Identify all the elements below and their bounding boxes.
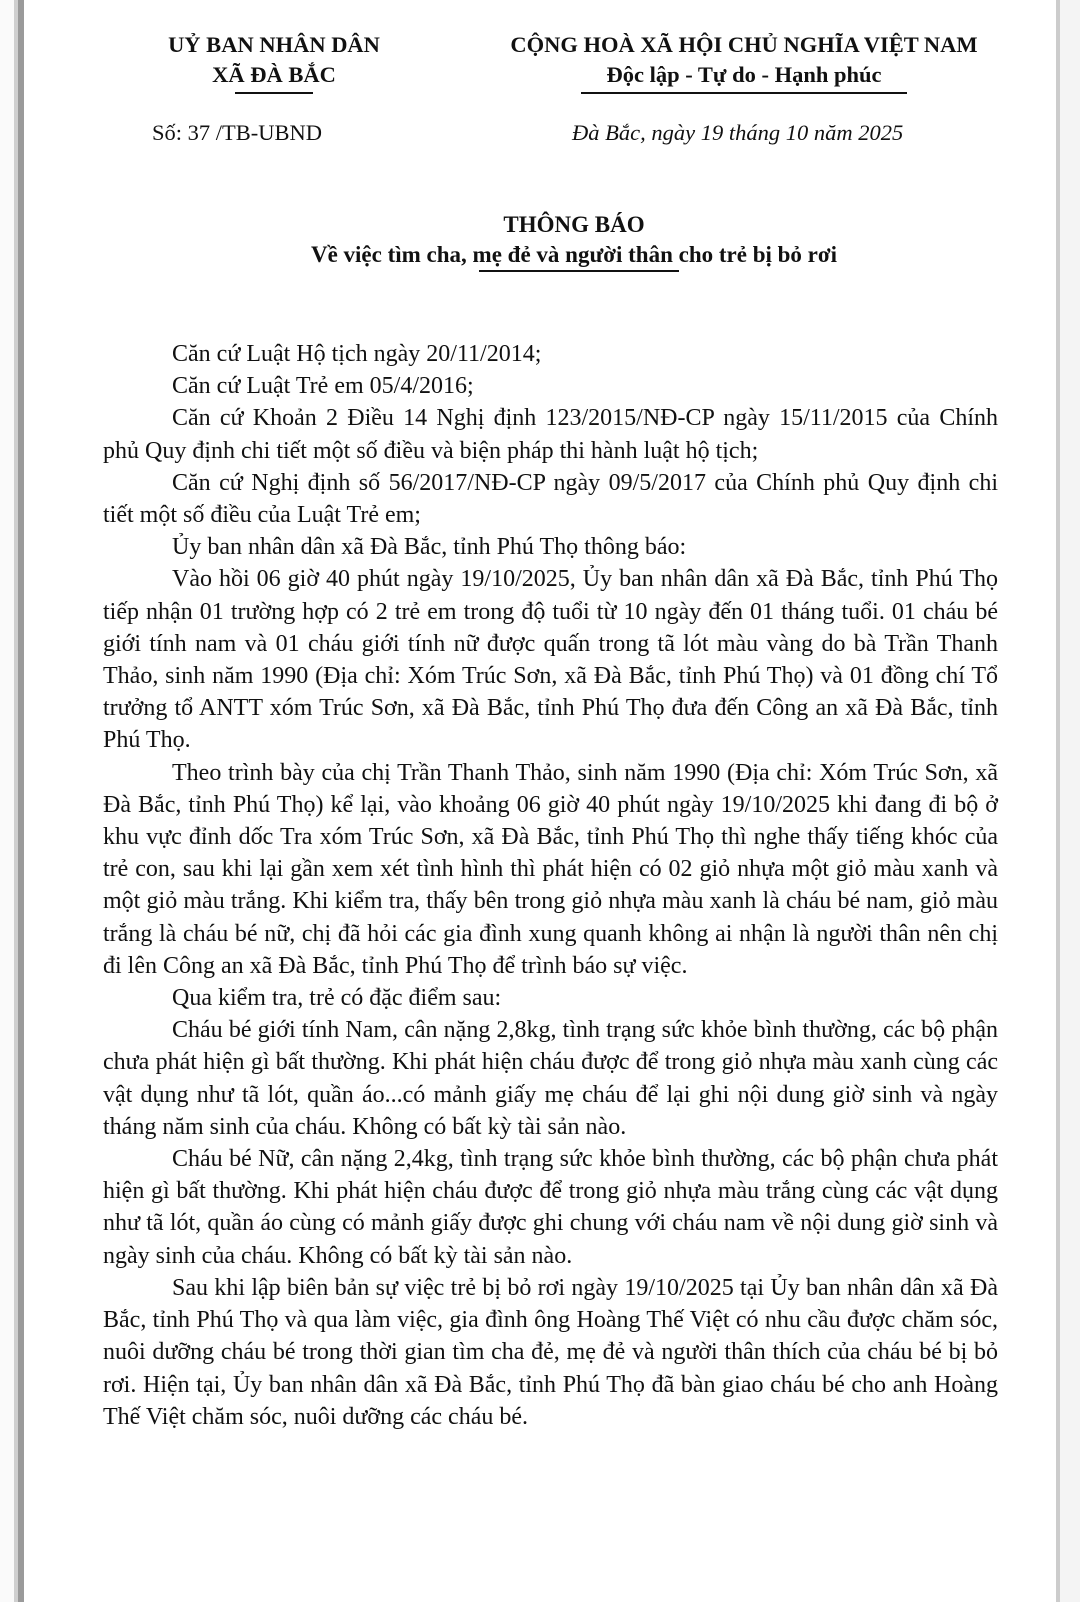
issuing-authority — [134, 30, 414, 94]
paragraph: Căn cứ Nghị định số 56/2017/NĐ-CP ngày 09/5/2017 của Chính phủ Quy định chi tiết một số điều của Luật Trẻ em; — [103, 469, 998, 529]
national-motto — [464, 30, 1024, 94]
paragraph: Theo trình bày của chị Trần Thanh Thảo, sinh năm 1990 (Địa chỉ: Xóm Trúc Sơn, xã Đà Bắc, tỉnh Phú Thọ) kể lại, vào khoảng 06 giờ 40 phút ngày 19/10/2025 khi đang đi bộ ở khu vực đỉnh dốc Tra xóm Trúc Sơn, xã Đà Bắc, tỉnh Phú Thọ thì nghe thấy tiếng khóc của trẻ con, sau khi lại gần xem xét tình hình thì phát hiện có 02 giỏ nhựa một giỏ màu xanh và một giỏ màu trắng. Khi kiểm tra, thấy bên trong giỏ nhựa màu xanh là cháu bé nam, giỏ màu trắng là cháu bé nữ, chị đã hỏi các gia đình xung quanh không ai nhận là người thân nên chị đi lên Công an xã Đà Bắc, tỉnh Phú Thọ để trình báo sự việc. — [103, 759, 998, 979]
country-name: CỘNG HOÀ XÃ HỘI CHỦ NGHĨA VIỆT NAM — [510, 32, 978, 57]
document-number: Số: 37 /TB-UBND — [152, 120, 323, 145]
page-shadow-right — [1060, 0, 1080, 1602]
title-main: THÔNG BÁO — [503, 212, 645, 237]
motto: Độc lập - Tự do - Hạnh phúc — [606, 62, 882, 87]
authority-underline — [235, 92, 313, 94]
paragraph: Vào hồi 06 giờ 40 phút ngày 19/10/2025, Ủy ban nhân dân xã Đà Bắc, tỉnh Phú Thọ tiếp nhận 01 trường hợp có 2 trẻ em trong độ tuổi từ 10 ngày đến 01 tháng tuổi. 01 cháu bé giới tính nam và 01 cháu giới tính nữ được quấn trong tã lót màu vàng do bà Trần Thanh Thảo, sinh năm 1990 (Địa chỉ: Xóm Trúc Sơn, xã Đà Bắc, tỉnh Phú Thọ) và 01 đồng chí Tổ trưởng tổ ANTT xóm Trúc Sơn, xã Đà Bắc, tỉnh Phú Thọ đưa đến Công an xã Đà Bắc, tỉnh Phú Thọ. — [103, 566, 998, 754]
document-page — [24, 0, 1056, 1602]
document-title — [134, 210, 1014, 272]
title-underline — [479, 270, 679, 272]
paragraph: Căn cứ Luật Hộ tịch ngày 20/11/2014; — [172, 341, 542, 367]
paragraph: Sau khi lập biên bản sự việc trẻ bị bỏ rơi ngày 19/10/2025 tại Ủy ban nhân dân xã Đà Bắc, tỉnh Phú Thọ và qua làm việc, gia đình ông Hoàng Thế Việt có nhu cầu được chăm sóc, nuôi dưỡng cháu bé trong thời gian tìm cha đẻ, mẹ đẻ và người thân thích của cháu bé bị bỏ rơi. Hiện tại, Ủy ban nhân dân xã Đà Bắc, tỉnh Phú Thọ đã bàn giao cháu bé cho anh Hoàng Thế Việt chăm sóc, nuôi dưỡng các cháu bé. — [103, 1274, 998, 1430]
commune-name: XÃ ĐÀ BẮC — [212, 62, 336, 87]
motto-underline — [581, 92, 907, 94]
paragraph: Qua kiểm tra, trẻ có đặc điểm sau: — [172, 985, 502, 1012]
paragraph: Ủy ban nhân dân xã Đà Bắc, tỉnh Phú Thọ thông báo: — [172, 534, 687, 561]
authority-name: UỶ BAN NHÂN DÂN — [168, 32, 380, 57]
paragraph: Căn cứ Khoản 2 Điều 14 Nghị định 123/2015/NĐ-CP ngày 15/11/2015 của Chính phủ Quy định chi tiết một số điều và biện pháp thi hành luật hộ tịch; — [103, 405, 998, 464]
title-subtitle: Về việc tìm cha, mẹ đẻ và người thân cho trẻ bị bỏ rơi — [310, 242, 838, 267]
paragraph: Căn cứ Luật Trẻ em 05/4/2016; — [172, 373, 474, 400]
place-date: Đà Bắc, ngày 19 tháng 10 năm 2025 — [572, 120, 904, 145]
paragraph: Cháu bé giới tính Nam, cân nặng 2,8kg, tình trạng sức khỏe bình thường, các bộ phận chưa phát hiện gì bất thường. Khi phát hiện cháu được để trong giỏ nhựa màu xanh cùng các vật dụng như tã lót, quần áo...có mảnh giấy mẹ cháu để lại ghi nội dung giờ sinh và ngày tháng năm sinh của cháu. Không có bất kỳ tài sản nào. — [103, 1017, 998, 1140]
document-body — [103, 338, 998, 1433]
paragraph: Cháu bé Nữ, cân nặng 2,4kg, tình trạng sức khỏe bình thường, các bộ phận chưa phát hiện gì bất thường. Khi phát hiện cháu được để trong giỏ nhựa màu trắng cùng các vật dụng như tã lót, quần áo cùng có mảnh giấy được ghi chung với cháu nam về nội dung giờ sinh và ngày sinh của cháu. Không có bất kỳ tài sản nào. — [103, 1146, 998, 1269]
